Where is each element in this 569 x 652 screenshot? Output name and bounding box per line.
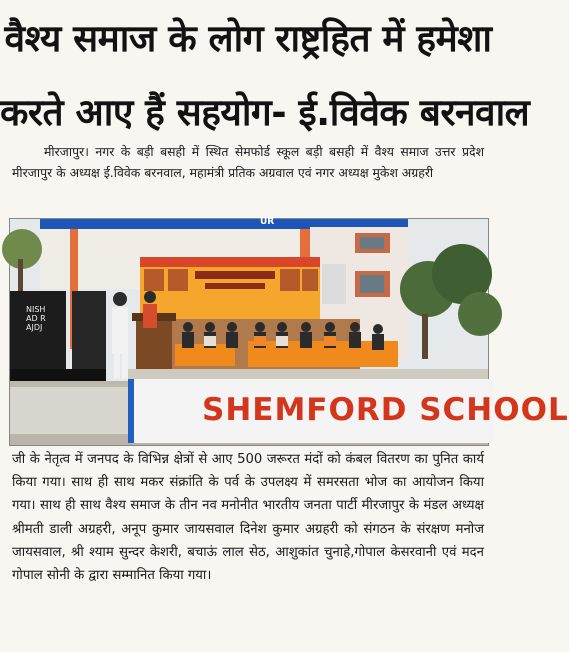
building-sign: UR (260, 217, 275, 227)
article-paragraph-1: मीरजापुर। नगर के बड़ी बसही में स्थित सेमफोर्ड स्कूल बड़ी बसही में वैश्य समाज उत्तर प्रदेश मीरजापुर के अध्यक्ष ई.विवेक बरनवाल, महामंत्री प्रतिक अग्रवाल एवं नगर अध्यक्ष मुकेश अग्रहरी (12, 144, 484, 180)
event-photo (9, 217, 569, 446)
headline-line-2: करते आए हैं सहयोग- ई.विवेक बरनवाल (0, 91, 530, 134)
speaker-label: NISHAD RAJDJ (26, 305, 46, 332)
article-paragraph-2: जी के नेतृत्व में जनपद के विभिन्न क्षेत्रों से आए 500 जरूरत मंदों को कंबल वितरण का पुनित कार्य किया गया। साथ ही साथ मकर संक्रांति के पर्व के उपलक्ष्य में समरसता भोज का आयोजन किया गया। साथ ही साथ वैश्य समाज के तीन नव मनोनीत भारतीय जनता पार्टी मीरजापुर के मंडल अध्यक्ष श्रीमती डाली अग्रहरी, अनूप कुमार जायसवाल दिनेश कुमार अग्रहरी को संगठन के संरक्षण मनोज जायसवाल, श्री श्याम सुन्दर केशरी, बचाऊं लाल सेठ, आशुकांत चुनाहे,गोपाल केसरवानी एवं मदन गोपाल सोनी के द्वारा सम्मानित किया गया। (12, 452, 484, 584)
headline-line-1: वैश्य समाज के लोग राष्ट्रहित में हमेशा (4, 17, 492, 60)
school-sign-text: SHEMFORD SCHOOL (202, 392, 569, 428)
